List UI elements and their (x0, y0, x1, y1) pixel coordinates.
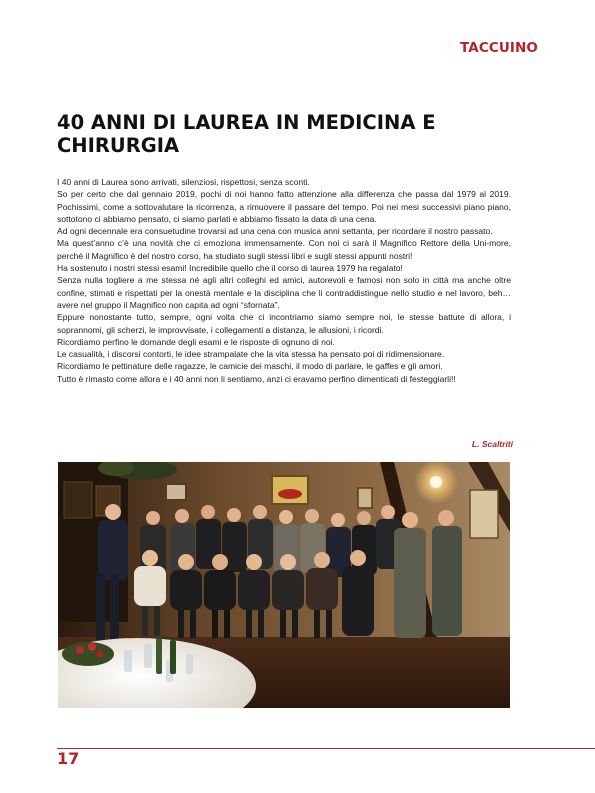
page-number: 17 (57, 749, 80, 768)
article-body (57, 176, 511, 385)
paragraph: Ha sostenuto i nostri stessi esami! Incredibile quello che il corso di laurea 1979 ha regalato! (57, 263, 403, 274)
group-photo-illustration (58, 462, 510, 708)
paragraph: Ma quest’anno c’è una novità che ci emoziona immensamente. Con noi ci sarà il Magnifico Rettore della Uni-more, perché il Magnifico è del nostro corso, ha studiato sugli stessi libri e sugli stessi appunti nostri! (57, 238, 511, 261)
paragraph: I 40 anni di Laurea sono arrivati, silenziosi, rispettosi, senza sconti. (57, 177, 310, 187)
article-title: 40 ANNI DI LAUREA IN MEDICINA E CHIRURGIA (57, 111, 436, 157)
footer-rule (57, 748, 595, 749)
paragraph: So per certo che dal gennaio 2019, pochi di noi hanno fatto attenzione alla differenza che passa dal 1979 al 2019. Pochissimi, come a sottovalutare la ricorrenza, a rimuovere il passare del tempo. Poi nei mesi successivi piano piano, sottotono ci abbiamo pensato, ci siamo parlati e abbiamo fissato la data di una cena. (57, 189, 511, 224)
paragraph: Ricordiamo le pettinature delle ragazze, le camicie dei maschi, il modo di parlare, le gaffes e gli amori. (57, 361, 443, 372)
paragraph: Ricordiamo perfino le domande degli esami e le risposte di ognuno di noi. (57, 336, 335, 347)
paragraph: Eppure nonostante tutto, sempre, ogni volta che ci incontriamo siamo sempre noi, le stesse battute di allora, i soprannomi, gli scherzi, le improvvisate, i collegamenti a distanza, le allusioni, i ricordi. (57, 312, 511, 335)
paragraph: Ad ogni decennale era consuetudine trovarsi ad una cena con musica anni settanta, per ricordare il nostro passato. (57, 226, 493, 237)
group-photo (58, 462, 510, 708)
section-tag: TACCUINO (460, 40, 538, 56)
paragraph: Le casualità, i discorsi contorti, le idee strampalate che la vita stessa ha pensato poi di ridimensionare. (57, 349, 445, 360)
author-signature: L. Scaltriti (471, 439, 513, 449)
paragraph: Tutto è rimasto come allora e i 40 anni non li sentiamo, anzi ci eravamo perfino dimenticati di festeggiarli!! (57, 373, 456, 384)
paragraph: Senza nulla togliere a me stessa né agli altri colleghi ed amici, autorevoli e famosi non solo in città ma anche oltre confine, stimati e rispettati per la onestà mentale e la disciplina che li contraddistingue nello studio e nel lavoro, beh…avere nel gruppo il Magnifico non capita ad ogni “sfornata”. (57, 275, 511, 310)
